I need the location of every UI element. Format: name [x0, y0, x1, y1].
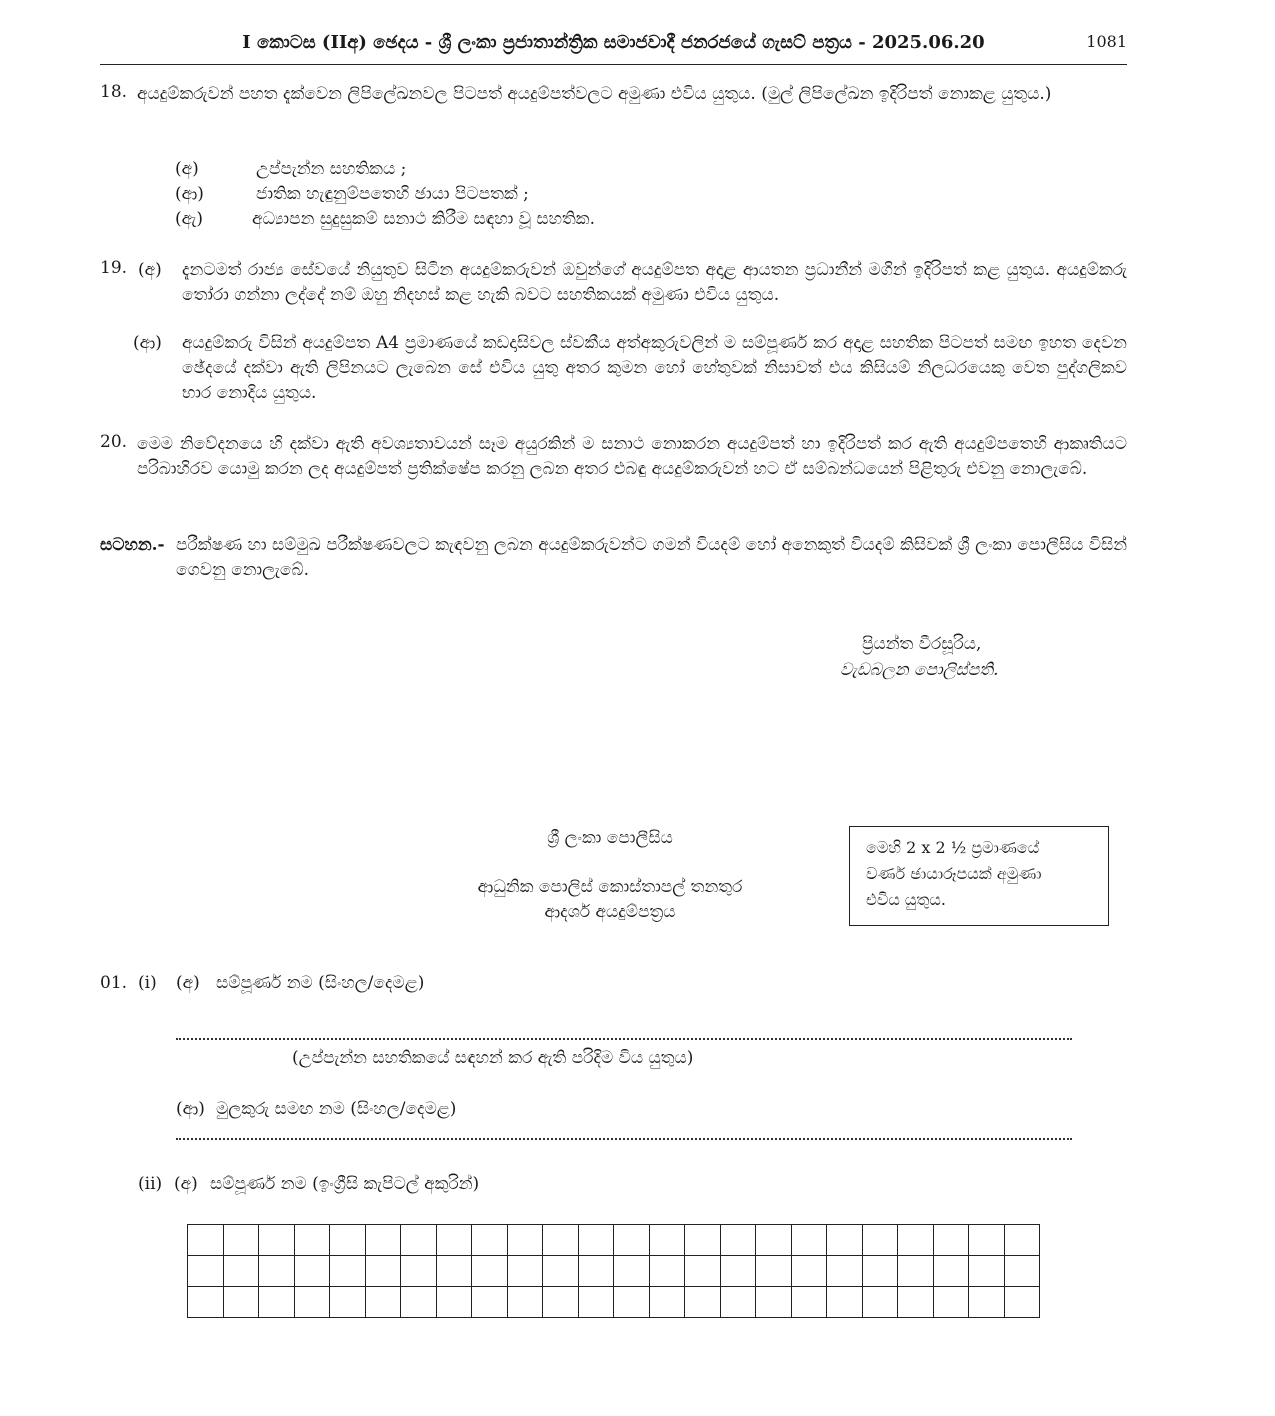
question-01-ii-a-marker: (අ): [174, 1174, 198, 1194]
letter-box[interactable]: [756, 1225, 792, 1256]
question-01-ii-marker: (ii): [138, 1174, 163, 1194]
letter-box[interactable]: [294, 1225, 330, 1256]
letter-box[interactable]: [294, 1287, 330, 1318]
letter-box[interactable]: [330, 1256, 366, 1287]
item-19-a-marker: (අ): [138, 260, 162, 280]
letter-box[interactable]: [614, 1287, 650, 1318]
full-name-english-label: සම්පූර්ණ නම (ඉංග්‍රීසි කැපිටල් අකුරින්): [210, 1174, 480, 1194]
letter-box[interactable]: [720, 1287, 756, 1318]
full-name-english-grid[interactable]: [187, 1224, 1040, 1318]
grid-row: [188, 1225, 1040, 1256]
letter-box[interactable]: [507, 1287, 543, 1318]
letter-box[interactable]: [1004, 1287, 1040, 1318]
item-20-number: 20.: [100, 432, 128, 452]
letter-box[interactable]: [472, 1225, 508, 1256]
grid-row: [188, 1287, 1040, 1318]
letter-box[interactable]: [614, 1225, 650, 1256]
letter-box[interactable]: [862, 1287, 898, 1318]
letter-box[interactable]: [685, 1256, 721, 1287]
letter-box[interactable]: [791, 1287, 827, 1318]
letter-box[interactable]: [578, 1287, 614, 1318]
letter-box[interactable]: [898, 1225, 934, 1256]
letter-box[interactable]: [898, 1256, 934, 1287]
letter-box[interactable]: [649, 1287, 685, 1318]
letter-box[interactable]: [969, 1256, 1005, 1287]
form-title-line1: ආධුනික පොලිස් කොස්තාපල් තනතුර: [477, 877, 743, 897]
letter-box[interactable]: [507, 1225, 543, 1256]
letter-box[interactable]: [543, 1287, 579, 1318]
letter-box[interactable]: [1004, 1256, 1040, 1287]
letter-box[interactable]: [756, 1287, 792, 1318]
photo-instruction-line1: මෙහි 2 x 2 ½ ප්‍රමාණයේ: [866, 838, 1040, 857]
letter-box[interactable]: [365, 1225, 401, 1256]
letter-box[interactable]: [223, 1225, 259, 1256]
note-text: පරීක්ෂණ හා සම්මුඛ පරීක්ෂණවලට කැඳවනු ලබන අයදුම්කරුවන්ට ගමන් වියදම් හෝ අනෙකුත් වියදම් කිසිවක් ශ්‍රී ලංකා පොලීසිය විසින් ගෙවනු නොලැබේ.: [176, 535, 1127, 580]
grid-row: [188, 1256, 1040, 1287]
letter-box[interactable]: [756, 1256, 792, 1287]
question-01-b-marker: (ආ): [176, 1099, 205, 1119]
question-01-a-marker: (අ): [176, 973, 200, 993]
letter-box[interactable]: [685, 1287, 721, 1318]
item-18-sub-b-text: ජාතික හැඳුනුම්පතෙහි ඡායා පිටපතක් ;: [256, 184, 529, 204]
letter-box[interactable]: [898, 1287, 934, 1318]
letter-box[interactable]: [436, 1287, 472, 1318]
item-18-sub-a-marker: (අ): [175, 159, 199, 179]
letter-box[interactable]: [614, 1256, 650, 1287]
letter-box[interactable]: [933, 1287, 969, 1318]
letter-box[interactable]: [649, 1256, 685, 1287]
letter-box[interactable]: [223, 1256, 259, 1287]
full-name-hint: (උප්පැන්න සහතිකයේ සඳහන් කර ඇති පරිදිම විය යුතුය): [292, 1048, 694, 1068]
letter-box[interactable]: [933, 1225, 969, 1256]
item-18-text: අයදුම්කරුවන් පහත දැක්වෙන ලිපිලේඛනවල පිටපත් අයදුම්පත්වලට අමුණා එවිය යුතුය. (මුල් ලිපිලේඛන ඉදිරිපත් නොකළ යුතුය.): [137, 84, 1052, 104]
letter-box[interactable]: [401, 1256, 437, 1287]
item-18-sub-a-text: උප්පැන්න සහතිකය ;: [256, 159, 407, 179]
letter-box[interactable]: [862, 1225, 898, 1256]
letter-box[interactable]: [720, 1256, 756, 1287]
letter-box[interactable]: [223, 1287, 259, 1318]
letter-box[interactable]: [188, 1287, 224, 1318]
letter-box[interactable]: [827, 1256, 863, 1287]
letter-box[interactable]: [543, 1256, 579, 1287]
letter-box[interactable]: [365, 1256, 401, 1287]
form-org: ශ්‍රී ලංකා පොලීසිය: [547, 828, 673, 848]
full-name-sinhala-tamil-field[interactable]: [176, 1038, 1072, 1040]
item-18-sub-c-marker: (ඇ): [175, 209, 204, 229]
full-name-sinhala-tamil-label: සම්පූර්ණ නම (සිංහල/දෙමළ): [216, 973, 425, 993]
letter-box[interactable]: [543, 1225, 579, 1256]
letter-box[interactable]: [827, 1225, 863, 1256]
item-18-sub-c-text: අධ්‍යාපන සුදුසුකම් සනාථ කිරීම සඳහා වූ සහතික.: [252, 209, 595, 229]
letter-box[interactable]: [401, 1225, 437, 1256]
letter-box[interactable]: [259, 1287, 295, 1318]
letter-box[interactable]: [578, 1256, 614, 1287]
letter-box[interactable]: [259, 1225, 295, 1256]
letter-box[interactable]: [188, 1256, 224, 1287]
item-19-a-text: දැනටමත් රාජ්‍ය සේවයේ නියුතුව සිටින අයදුම්කරුවන් ඔවුන්ගේ අයදුම්පත අදාළ ආයතන ප්‍රධානීන් මගින් ඉදිරිපත් කළ යුතුය. අයදුම්කරු තෝරා ගන්නා ලද්දේ නම් ඔහු නිදහස් කළ හැකි බවට සහතිකයක් අමුණා එවිය යුතුය.: [182, 260, 1127, 305]
item-18-sub-b-marker: (ආ): [175, 184, 204, 204]
letter-box[interactable]: [791, 1256, 827, 1287]
letter-box[interactable]: [862, 1256, 898, 1287]
question-01-i-marker: (i): [138, 973, 157, 993]
signatory-name: ප්‍රියන්ත වීරසූරිය,: [862, 634, 982, 654]
letter-box[interactable]: [969, 1287, 1005, 1318]
letter-box[interactable]: [259, 1256, 295, 1287]
letter-box[interactable]: [827, 1287, 863, 1318]
gazette-header-title: I කොටස (IIඅ) ඡෙදය - ශ්‍රී ලංකා ප්‍රජාතාන්ත්‍රික සමාජවාදී ජනරජයේ ගැසට් පත්‍රය - 2025.06.20: [242, 32, 985, 53]
letter-box[interactable]: [472, 1287, 508, 1318]
form-title-line2: ආදර්ශ අයදුම්පත්‍රය: [544, 902, 676, 922]
header-divider: [100, 64, 1127, 65]
photo-instruction-line3: එවිය යුතුය.: [866, 890, 947, 909]
letter-box[interactable]: [188, 1225, 224, 1256]
name-with-initials-field[interactable]: [176, 1138, 1072, 1140]
item-19-number: 19.: [100, 258, 128, 278]
letter-box[interactable]: [401, 1287, 437, 1318]
letter-box[interactable]: [791, 1225, 827, 1256]
item-19-b-text: අයදුම්කරු විසින් අයදුම්පත A4 ප්‍රමාණයේ කඩදාසිවල ස්වකීය අත්අකුරුවලින් ම සම්පූර්ණ කර අදාළ සහතික පිටපත් සමඟ ඉහත දෙවන ඡේදයේ දක්වා ඇති ලිපිනයට ලැබෙන සේ එවිය යුතු අතර කුමන හෝ හේතුවක් නිසාවත් එය කිසියම් නිලධරයෙකු වෙත පුද්ගලිකව භාර නොදිය යුතුය.: [182, 333, 1127, 403]
question-01-number: 01.: [100, 973, 128, 993]
letter-box[interactable]: [294, 1256, 330, 1287]
note-label: සටහන.-: [100, 535, 165, 555]
letter-box[interactable]: [685, 1225, 721, 1256]
page-number: 1081: [1086, 32, 1127, 51]
letter-box[interactable]: [578, 1225, 614, 1256]
letter-box[interactable]: [720, 1225, 756, 1256]
letter-box[interactable]: [969, 1225, 1005, 1256]
letter-box[interactable]: [436, 1225, 472, 1256]
signatory-title: වැඩබලන පොලිස්පති.: [840, 660, 999, 680]
item-18-number: 18.: [100, 82, 128, 102]
name-with-initials-label: මුලකුරු සමඟ නම (සිංහල/දෙමළ): [216, 1099, 457, 1119]
item-20-text: මෙම නිවේදනයෙ හි දක්වා ඇති අවශ්‍යතාවයන් සෑම අයුරකින් ම සනාථ නොකරන අයදුම්පත් හා ඉදිරිපත් කර ඇති අයදුම්පතෙහි ආකෘතියට පරිබාහිරව යොමු කරන ලද අයදුම්පත් ප්‍රතික්ෂේප කරනු ලබන අතර එබඳු අයදුම්කරුවන් හට ඒ සම්බන්ධයෙන් පිළිතුරු එවනු නොලැබේ.: [137, 434, 1127, 479]
item-19-b-marker: (ආ): [133, 333, 162, 353]
letter-box[interactable]: [330, 1225, 366, 1256]
letter-box[interactable]: [507, 1256, 543, 1287]
letter-box[interactable]: [649, 1225, 685, 1256]
letter-box[interactable]: [1004, 1225, 1040, 1256]
letter-box[interactable]: [330, 1287, 366, 1318]
letter-box[interactable]: [472, 1256, 508, 1287]
letter-box[interactable]: [365, 1287, 401, 1318]
letter-box[interactable]: [933, 1256, 969, 1287]
photo-instruction-line2: වර්ණ ඡායාරූපයක් අමුණා: [866, 864, 1042, 883]
photo-placeholder-box: [849, 826, 1109, 926]
letter-box[interactable]: [436, 1256, 472, 1287]
